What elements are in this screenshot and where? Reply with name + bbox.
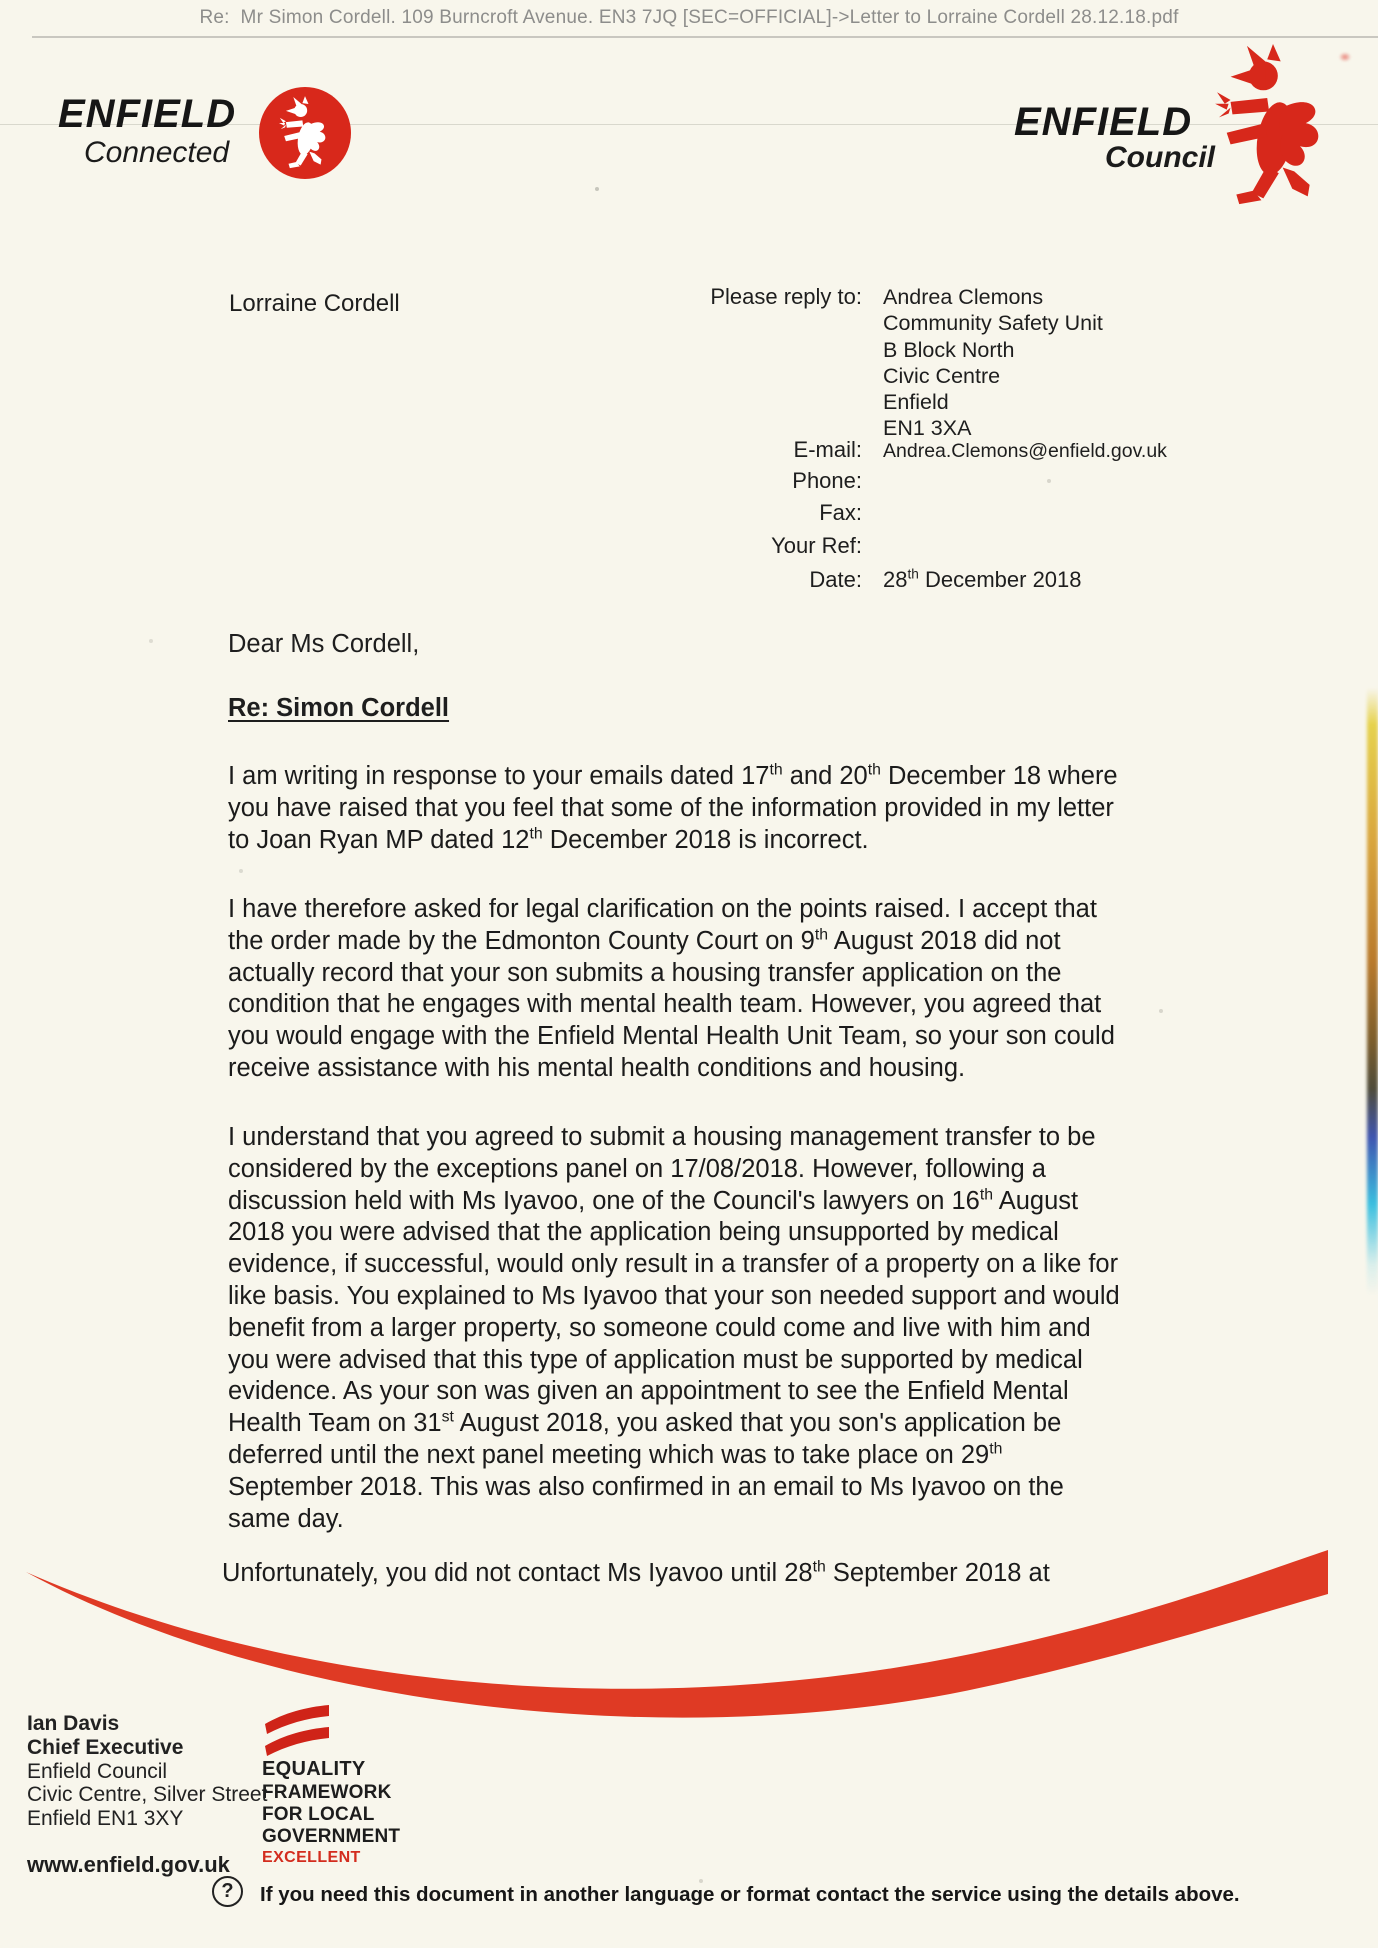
email-value: Andrea.Clemons@enfield.gov.uk: [883, 440, 1167, 462]
enfield-connected-logo-title: ENFIELD: [58, 92, 237, 136]
signatory-name: Ian Davis: [27, 1712, 120, 1735]
your-ref-label: Your Ref:: [771, 533, 862, 558]
paragraph-4: Unfortunately, you did not contact Ms Iyavoo until 28th September 2018 at: [222, 1558, 1050, 1587]
signatory-org: Enfield Council: [27, 1759, 168, 1783]
equality-title: EQUALITY: [262, 1758, 366, 1780]
date-value: 28th December 2018: [883, 566, 1082, 592]
question-mark-icon: [212, 1876, 243, 1907]
phone-label: Phone:: [792, 468, 862, 493]
enfield-connected-logo-subtitle: Connected: [84, 136, 230, 169]
pdf-filename-header: Re: Mr Simon Cordell. 109 Burncroft Avenue. EN3 7JQ [SEC=OFFICIAL]->Letter to Lorraine Cordell 28.12.18.pdf: [199, 7, 1179, 28]
email-label: E-mail:: [793, 437, 862, 462]
reply-to-label: Please reply to:: [710, 284, 862, 309]
fax-label: Fax:: [819, 500, 862, 525]
question-glyph: ?: [221, 1880, 234, 1902]
salutation: Dear Ms Cordell,: [228, 630, 420, 658]
paragraph-1: I am writing in response to your emails dated 17th and 20th December 18 where you have raised that you feel that some of the information provided in my letter to Joan Ryan MP dated 12th December 2018 is incorrect.: [228, 761, 1118, 854]
paragraph-3: I understand that you agreed to submit a housing management transfer to be considered by the exceptions panel on 17/08/2018. However, following a discussion held with Ms Iyavoo, one of the Council's lawyers on 16th August 2018 you were advised that the application being unsupported by medical evidence, if successful, would only result in a transfer of a property on a like for like basis. You explained to Ms Iyavoo that your son needed support and would benefit from a larger property, so someone could come and live with him and you were advised that this type of application must be supported by medical evidence. As your son was given an appointment to see the Enfield Mental Health Team on 31st August 2018, you asked that you son's application be deferred until the next panel meeting which was to take place on 29th September 2018. This was also confirmed in an email to Ms Iyavoo on the same day.: [228, 1123, 1120, 1533]
signatory-postcode: Enfield EN1 3XY: [27, 1807, 184, 1831]
language-help-text: If you need this document in another language or format contact the service using the details above.: [260, 1883, 1240, 1906]
signatory-title: Chief Executive: [27, 1735, 184, 1759]
equality-rating: EXCELLENT: [262, 1849, 361, 1866]
signatory-address: Civic Centre, Silver Street: [27, 1783, 268, 1807]
signature-block: [27, 1712, 267, 1831]
enfield-council-logo-subtitle: Council: [1105, 141, 1215, 174]
equality-stripes-icon: [262, 1702, 332, 1756]
enfield-council-logo-title: ENFIELD: [1014, 100, 1193, 144]
equality-framework-lines: FRAMEWORK FOR LOCAL GOVERNMENT: [262, 1782, 401, 1847]
paragraph-2: I have therefore asked for legal clarification on the points raised. I accept that the order made by the Edmonton County Court on 9th August 2018 did not actually record that your son submits a housing transfer application on the condition that he engages with mental health team. However, you agreed that you would engage with the Enfield Mental Health Unit Team, so your son could receive assistance with his mental health conditions and housing.: [228, 895, 1115, 1082]
subject-line: Re: Simon Cordell: [228, 694, 450, 722]
reply-to-address: Andrea Clemons Community Safety Unit B Block North Civic Centre Enfield EN1 3XA: [883, 285, 1103, 441]
scan-rainbow-artifact: [1367, 688, 1378, 1295]
date-label: Date:: [809, 567, 862, 592]
recipient-name: Lorraine Cordell: [229, 290, 400, 317]
scan-red-smudge: [1336, 50, 1354, 64]
website-url: www.enfield.gov.uk: [27, 1852, 230, 1877]
